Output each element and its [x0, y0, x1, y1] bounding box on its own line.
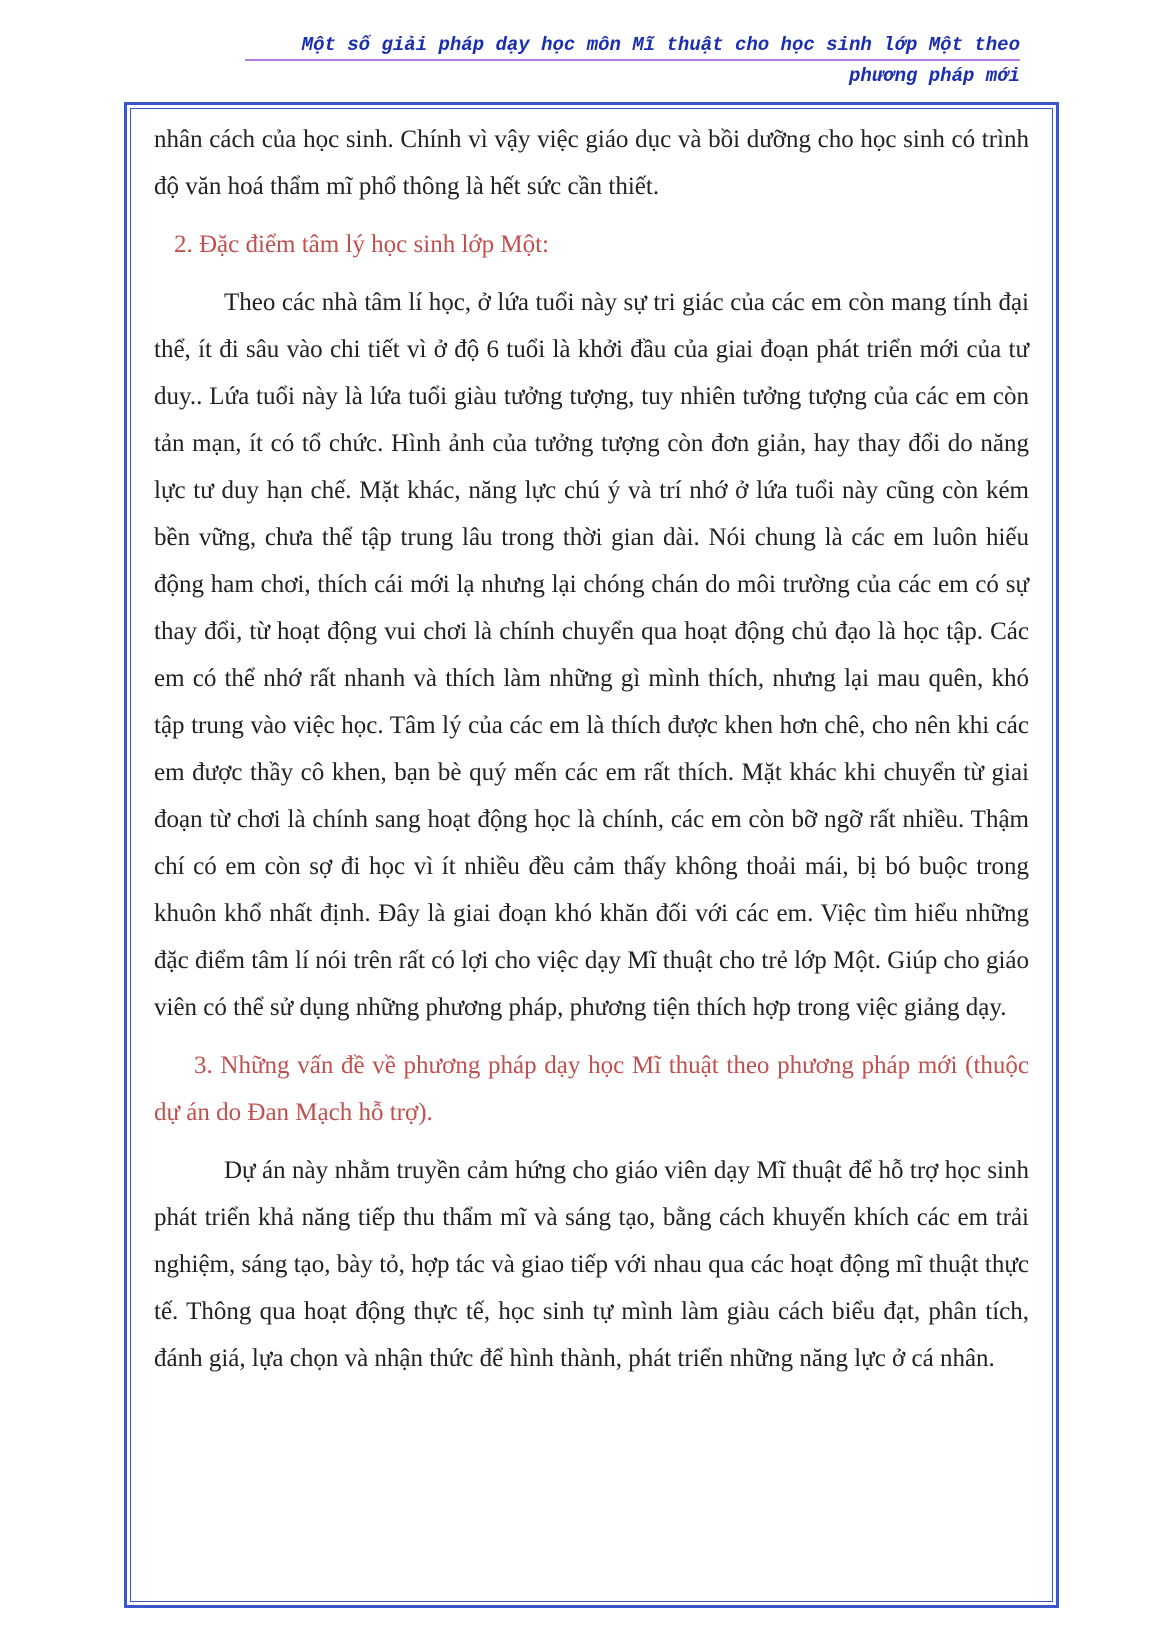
- page-header-title: Một số giải pháp dạy học môn Mĩ thuật cho học sinh lớp Một theo phương pháp mới: [301, 34, 1020, 87]
- header-divider: [245, 59, 1020, 61]
- section-2-heading: 2. Đặc điểm tâm lý học sinh lớp Một:: [174, 231, 549, 258]
- continuation-paragraph: nhân cách của học sinh. Chính vì vậy việc giáo dục và bồi dưỡng cho học sinh có trình độ văn hoá thẩm mĩ phổ thông là hết sức cần thiết.: [154, 126, 1029, 200]
- document-body: [154, 116, 1029, 1393]
- section-3-paragraph: Dự án này nhằm truyền cảm hứng cho giáo viên dạy Mĩ thuật để hỗ trợ học sinh phát triển khả năng tiếp thu thẩm mĩ và sáng tạo, bằng cách khuyến khích các em trải nghiệm, sáng tạo, bày tỏ, hợp tác và giao tiếp với nhau qua các hoạt động mĩ thuật thực tế. Thông qua hoạt động thực tế, học sinh tự mình làm giàu cách biểu đạt, phân tích, đánh giá, lựa chọn và nhận thức để hình thành, phát triển những năng lực ở cá nhân.: [154, 1157, 1029, 1372]
- section-3-heading: 3. Những vấn đề về phương pháp dạy học Mĩ thuật theo phương pháp mới (thuộc dự án do Đan Mạch hỗ trợ).: [154, 1052, 1029, 1126]
- section-2-paragraph: Theo các nhà tâm lí học, ở lứa tuổi này sự tri giác của các em còn mang tính đại thể, ít đi sâu vào chi tiết vì ở độ 6 tuổi là khởi đầu của giai đoạn phát triển mới của tư duy.. Lứa tuổi này là lứa tuổi giàu tưởng tượng, tuy nhiên tưởng tượng của các em còn tản mạn, ít có tổ chức. Hình ảnh của tưởng tượng còn đơn giản, hay thay đổi do năng lực tư duy hạn chế. Mặt khác, năng lực chú ý và trí nhớ ở lứa tuổi này cũng còn kém bền vững, chưa thể tập trung lâu trong thời gian dài. Nói chung là các em luôn hiếu động ham chơi, thích cái mới lạ nhưng lại chóng chán do môi trường của các em có sự thay đổi, từ hoạt động vui chơi là chính chuyển qua hoạt động chủ đạo là học tập. Các em có thể nhớ rất nhanh và thích làm những gì mình thích, nhưng lại mau quên, khó tập trung vào việc học. Tâm lý của các em là thích được khen hơn chê, cho nên khi các em được thầy cô khen, bạn bè quý mến các em rất thích. Mặt khác khi chuyển từ giai đoạn từ chơi là chính sang hoạt động học là chính, các em còn bỡ ngỡ rất nhiều. Thậm chí có em còn sợ đi học vì ít nhiều đều cảm thấy không thoải mái, bị bó buộc trong khuôn khổ nhất định. Đây là giai đoạn khó khăn đối với các em. Việc tìm hiểu những đặc điểm tâm lí nói trên rất có lợi cho việc dạy Mĩ thuật cho trẻ lớp Một. Giúp cho giáo viên có thể sử dụng những phương pháp, phương tiện thích hợp trong việc giảng dạy.: [154, 289, 1029, 1021]
